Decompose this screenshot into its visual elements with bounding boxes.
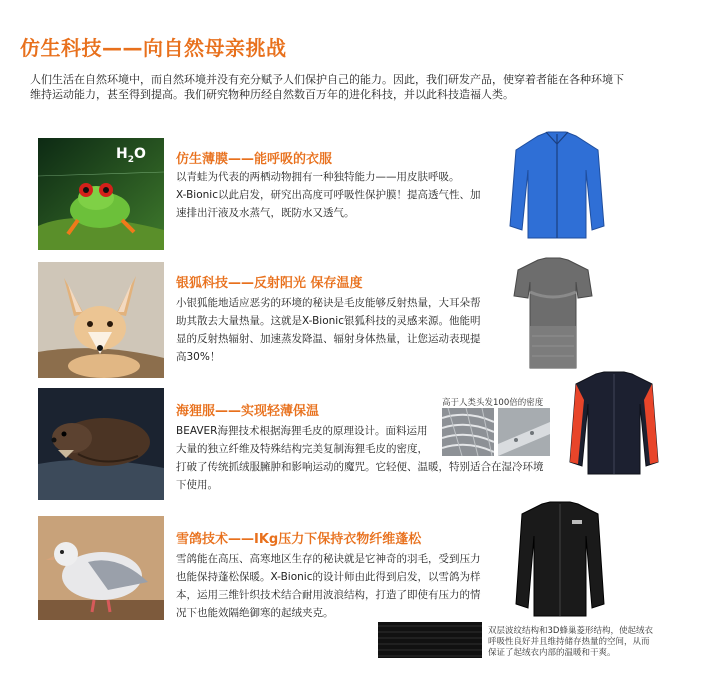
fox-photo [38,262,164,378]
grey-baselayer-image [512,256,594,376]
body-line: 也能保持蓬松保暖。X-Bionic的设计师由此得到启发，以雪鸽为样 [176,571,481,583]
beaver-photo [38,388,164,500]
body-line: 况下也能效隔绝御寒的起绒夹克。 [176,607,334,619]
page-title: 仿生科技——向自然母亲挑战 [20,36,287,60]
frog-photo [38,138,164,250]
blue-jacket-image [508,130,606,246]
caption-line: 双层波纹结构和3D蜂巢菱形结构，使起绒衣 [488,626,653,636]
section-body-pigeon [176,550,526,622]
body-line: 下使用。 [176,479,218,491]
body-line: 雪鸽能在高压、高寒地区生存的秘诀就是它神奇的羽毛，受到压力 [176,553,481,565]
section-title-fox: 银狐科技——反射阳光 保存温度 [176,276,363,291]
intro-line: 维持运动能力，甚至得到提高。我们研究物种历经自然数百万年的进化科技，并以此科技造福人类。 [30,88,514,101]
fabric-texture-swatch [378,622,482,658]
body-line: 小银狐能地适应恶劣的环境的秘诀是毛皮能够反射热量，大耳朵帮 [176,297,481,309]
density-label: 高于人类头发100倍的密度 [442,398,544,408]
fabric-caption [488,626,688,659]
section-body-fox [176,294,526,366]
body-line: 本，运用三维针织技术结合耐用波浪结构，打造了即使有压力的情 [176,589,481,601]
section-title-frog: 仿生薄膜——能呼吸的衣服 [176,152,333,167]
h2o-label: $H_2O$ [116,146,146,165]
body-line: 速排出汗液及水蒸气，既防水又透气。 [176,207,355,219]
body-line: BEAVER海狸技术根据海狸毛皮的原理设计。面料运用 [176,425,428,437]
fiber-micrograph-1 [442,408,494,456]
black-fleece-jacket-image [514,500,606,622]
black-orange-jacket-image [568,370,660,480]
pigeon-photo [38,516,164,620]
section-title-pigeon: 雪鸽技术——IKg压力下保持衣物纤维蓬松 [176,532,422,547]
body-line: 助其散去大量热量。这就是X-Bionic银狐科技的灵感来源。他能明 [176,315,481,327]
body-line: 高30%！ [176,351,221,363]
caption-line: 保证了起绒衣内部的温暖和干爽。 [488,648,616,658]
body-line: 打破了传统抓绒服臃肿和影响运动的魔咒。它轻便、温暖，特别适合在湿冷环境 [176,461,544,473]
body-line: 显的反射热辐射、加速蒸发降温、辐射身体热量，让您运动表现提 [176,333,481,345]
section-title-beaver: 海狸服——实现轻薄保温 [176,404,320,419]
fiber-micrograph-2 [498,408,550,456]
intro-paragraph [30,72,670,102]
body-line: 以青蛙为代表的两栖动物拥有一种独特能力——用皮肤呼吸。 [176,171,460,183]
body-line: 大量的独立纤维及特殊结构完美复制海狸毛皮的密度， [176,443,428,455]
intro-line: 人们生活在自然环境中，而自然环境并没有充分赋予人们保护自己的能力。因此，我们研发产品，使穿着者能在各种环境下 [30,73,624,86]
body-line: X-Bionic以此启发，研究出高度可呼吸性保护膜！提高透气性、加 [176,189,481,201]
caption-line: 呼吸性良好并且维持储存热量的空间，从而 [488,637,650,647]
section-body-frog [176,168,526,222]
